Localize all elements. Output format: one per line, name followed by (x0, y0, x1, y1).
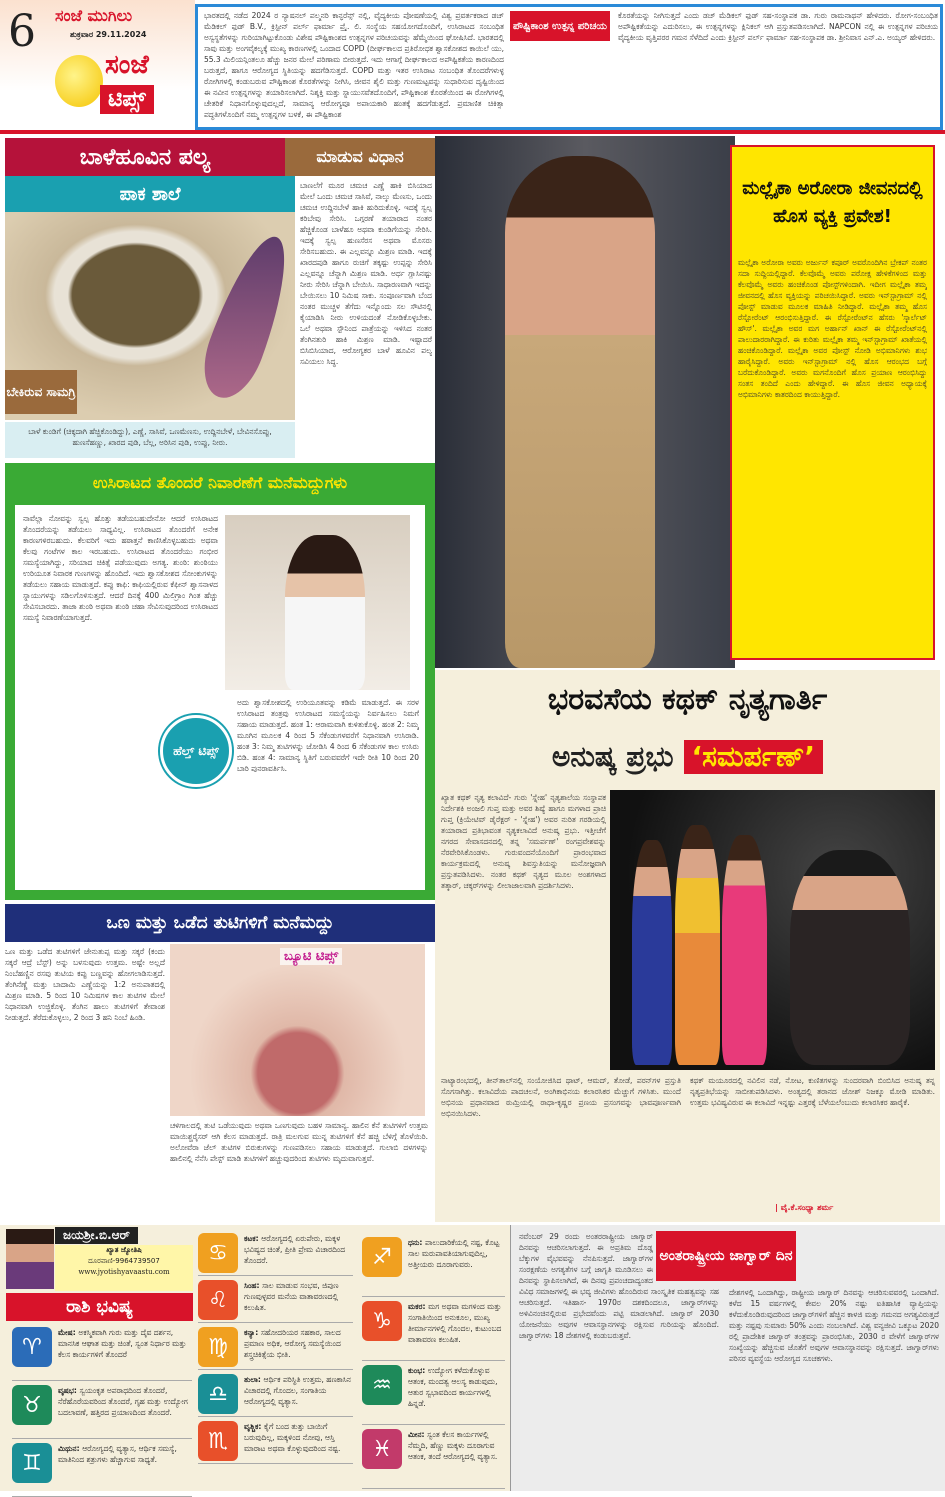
health-headline: ಉಸಿರಾಟದ ತೊಂದರೆ ನಿವಾರಣೆಗೆ ಮನೆಮದ್ದುಗಳು (92, 473, 348, 492)
ingredients-list: ಬಾಳೆ ಕುಂಡಿಗೆ (ಚಿಕ್ಕದಾಗಿ ಹೆಚ್ಚಿಕೊಂಡಿದ್ದು), ಎಣ್ಣೆ, ಸಾಸಿವೆ, ಒಣಮೆಣಸು, ಉದ್ದಿನಬೇಳೆ, ಬೇವಿನಸೊಪ್ಪು, ಹುಣಸೆಹಣ್ಣು, ಖಾರದ ಪುಡಿ, ಬೆಲ್ಲ, ಅರಿಸಿನ ಪುಡಿ, ಉಪ್ಪು, ನೀರು. (5, 422, 295, 458)
sign-prediction: ಸ್ವಯಂಕೃತ ಅಪರಾಧದಿಂದ ತೊಂದರೆ, ನೆರೆಹೊರೆಯವರಿಂದ ತೊಂದರೆ, ಗೃಹ ಮತ್ತು ಉದ್ಯೋಗ ಬದಲಾವಣೆ, ಹತ್ತಿರದ ಪ್ರಯಾಣದಿಂದ ತೊಂದರೆ. (58, 1386, 188, 1417)
nutrition-title: ಪೌಷ್ಟಿಕಾಂಶ ಉತ್ಪನ್ನ ಪರಿಚಯ (510, 11, 610, 41)
horoscope-text: ಕನ್ಯಾ: ಸಹೋದರಿಯರ ಸಹಕಾರ, ಸಾಲದ ಪ್ರಮಾಣ ಅಧಿಕ, ಆರೋಗ್ಯ ಸಮಸ್ಯೆಯಿಂದ ಶಸ್ತ್ರಚಿಕಿತ್ಸೆಯ ಭೀತಿ. (244, 1328, 341, 1359)
zodiac-icon: ♐ (362, 1237, 402, 1277)
horoscope-text: ಕಟಕ: ಆರೋಗ್ಯದಲ್ಲಿ ಏರುಪೇರು, ಮಕ್ಕಳ ಭವಿಷ್ಯದ ಚಿಂತೆ, ಪ್ರೀತಿ ಪ್ರೇಮ ವಿಚಾರದಿಂದ ತೊಂದರೆ. (244, 1234, 346, 1265)
horoscope-entry (198, 1323, 353, 1370)
zodiac-icon: ♓ (362, 1429, 402, 1469)
dance-headline-2: ಅನುಷ್ಕ ಪ್ರಭು (551, 740, 674, 773)
masthead (0, 0, 195, 130)
horoscope-text: ತುಲಾ: ಆರ್ಥಿಕ ಪರಿಸ್ಥಿತಿ ಉತ್ತಮ, ಹಣಕಾಸಿನ ವಿಚಾರದಲ್ಲಿ ಗೊಂದಲ, ಸಂಗಾತಿಯ ಆರೋಗ್ಯದಲ್ಲಿ ವ್ಯತ್ಯಾಸ. (244, 1375, 351, 1406)
sign-name: ಕಟಕ (244, 1234, 256, 1243)
dance-headline-row (435, 728, 940, 786)
astrologer-photo (6, 1229, 54, 1289)
zodiac-icon: ♑ (362, 1301, 402, 1341)
horoscope-text: ವೃಷಭ: ಸ್ವಯಂಕೃತ ಅಪರಾಧದಿಂದ ತೊಂದರೆ, ನೆರೆಹೊರೆಯವರಿಂದ ತೊಂದರೆ, ಗೃಹ ಮತ್ತು ಉದ್ಯೋಗ ಬದಲಾವಣೆ, ಹತ್ತಿರದ ಪ್ರಯಾಣದಿಂದ ತೊಂದರೆ. (58, 1386, 188, 1417)
zodiac-icon: ♒ (362, 1365, 402, 1405)
issue-date: ಶುಕ್ರವಾರ 29.11.2024 (70, 30, 147, 39)
dance-body-2: ನಾಟ್ಯಾರಂಭದಲ್ಲಿ, ತೀನ್‌ತಾಲ್‌ನಲ್ಲಿ ಸಂಯೋಜಿಸಿದ ಥಾಟ್, ಆಮದ್, ತೋಡೆ, ಪರನ್‌ಗಳ ಪ್ರಸ್ತುತಿ ಸೊಗಸಾಗಿತ್ತು. ಕಲಾವಿದೆಯ ಪಾದಚಲನೆ, ಅಂಗಿಕಾಭಿನಯ ಕಲಾರಸಿಕರ ಮೆಚ್ಚುಗೆ ಗಳಿಸಿತು. ಮುಂದೆ ಅಭಿನಯ ಪ್ರಧಾನವಾದ ಠುಮ್ರಿಯಲ್ಲಿ ರಾಧಾ-ಕೃಷ್ಣರ ಪ್ರಣಯ ಪ್ರಸಂಗವನ್ನು ಭಾವಪೂರ್ಣವಾಗಿ ಅಭಿನಯಿಸಿದಳು. (441, 1076, 681, 1118)
dancers-photo (610, 790, 935, 1070)
horoscope-text: ಮೇಷ: ಅಕಸ್ಮಿಕವಾಗಿ ಗುರು ಮತ್ತು ದೈವ ದರ್ಶನ, ಮಾನಸಿಕ ಆಘಾತ ಮತ್ತು ಚಿಂತೆ, ಸ್ವಂತ ನಿರ್ಧಾರ ಮತ್ತು ಕೆಲಸ ಕಾರ್ಯಗಳಿಗೆ ತೊಂದರೆ (58, 1328, 187, 1359)
sign-prediction: ಆರ್ಥಿಕ ಪರಿಸ್ಥಿತಿ ಉತ್ತಮ, ಹಣಕಾಸಿನ ವಿಚಾರದಲ್ಲಿ ಗೊಂದಲ, ಸಂಗಾತಿಯ ಆರೋಗ್ಯದಲ್ಲಿ ವ್ಯತ್ಯಾಸ. (244, 1375, 351, 1406)
horoscope-entry (198, 1417, 353, 1464)
horoscope-entry (12, 1381, 192, 1439)
sign-prediction: ಪಾಲುದಾರಿಕೆಯಲ್ಲಿ ನಷ್ಟ, ಕೊಟ್ಟ ಸಾಲ ಮರುಪಾವತಿಯಾಗುವುದಿಲ್ಲ, ಅತ್ತೀಯರು ದೂರಾಗುವರು. (408, 1238, 500, 1269)
nutrition-article (195, 4, 943, 130)
horoscope-text: ಮಕರ: ಮಗ ಅಥವಾ ಮಗಳಿಂದ ಮತ್ತು ಸಂಗಾತಿಯಿಂದ ಅನುಕೂಲ, ಮುಖ್ಯ ತೀರ್ಮಾನಗಳಲ್ಲಿ ಗೊಂದಲ, ಕುಟುಂಬದ ವಾತಾವರಣ ಕಲುಷಿತ. (408, 1302, 502, 1344)
dance-body-3: ಕಥಕ್ ಮಯೂರದಲ್ಲಿ ನವಿಲಿನ ನಡೆ, ನೋಟ, ಕುಣಿತಗಳನ್ನು ಸುಂದರವಾಗಿ ಬಿಂಬಿಸಿದ ಅನುಷ್ಕ ತನ್ನ ನೃತ್ಯಪ್ರತಿಭೆಯನ್ನು ಸಾಬೀತುಪಡಿಸಿದಳು. ಅಂತ್ಯದಲ್ಲಿ ತರಾನದ ಜೋಶ್ ನಿಜಕ್ಕೂ ಮೋಡಿ ಮಾಡಿತು. ಉತ್ತಮ ಭವಿಷ್ಯವಿರುವ ಈ ಕಲಾವಿದೆ ಇನ್ನಷ್ಟು ಎತ್ತರಕ್ಕೆ ಬೆಳೆಯಲೆಂಬುದು ಕಲಾರಸಿಕರ ಹಾರೈಕೆ. (690, 1076, 935, 1107)
horoscope-text: ಧನು: ಪಾಲುದಾರಿಕೆಯಲ್ಲಿ ನಷ್ಟ, ಕೊಟ್ಟ ಸಾಲ ಮರುಪಾವತಿಯಾಗುವುದಿಲ್ಲ, ಅತ್ತೀಯರು ದೂರಾಗುವರು. (408, 1238, 500, 1269)
lips-body-2: ಚಳಿಗಾಲದಲ್ಲಿ ತುಟಿ ಒಡೆಯುವುದು ಅಥವಾ ಒಣಗುವುದು ಬಹಳ ಸಾಮಾನ್ಯ. ಹಾಲಿನ ಕೆನೆ ತುಟಿಗಳಿಗೆ ಉತ್ತಮ ಮಾಯಿಶ್ಚರೈಸರ್ ಆಗಿ ಕೆಲಸ ಮಾಡುತ್ತದೆ. ರಾತ್ರಿ ಮಲಗುವ ಮುನ್ನ ತುಟಿಗಳಿಗೆ ಕೆನೆ ಹಚ್ಚಿ ಬೆಳಿಗ್ಗೆ ತೊಳೆಯಿರಿ. ಅಲೋವೆರಾ ಜೆಲ್ ತುಟಿಗಳ ಬಿರುಕುಗಳನ್ನು ಗುಣಪಡಿಸಲು ಸಹಾಯ ಮಾಡುತ್ತದೆ. ಗುಲಾಬಿ ದಳಗಳನ್ನು ಹಾಲಿನಲ್ಲಿ ನೆನೆಸಿ ಪೇಸ್ಟ್ ಮಾಡಿ ತುಟಿಗಳಿಗೆ ಹಚ್ಚುವುದರಿಂದ ತುಟಿಗಳು ಮೃದುವಾಗುತ್ತವೆ. (170, 1121, 428, 1163)
person-figure (505, 156, 655, 668)
sign-prediction: ಆರೋಗ್ಯದಲ್ಲಿ ವ್ಯತ್ಯಾಸ, ಆರ್ಥಿಕ ಸಮಸ್ಯೆ, ಮಾತಿನಿಂದ ಶತ್ರುಗಳು ಹೆಚ್ಚಾಗುವ ಸಾಧ್ಯತೆ. (58, 1444, 177, 1464)
jaguar-body-2: ದೇಶಗಳಲ್ಲಿ ಒಂದಾಗಿದ್ದು, ರಾಷ್ಟ್ರೀಯ ಜಾಗ್ವಾರ್ ದಿನವನ್ನು ಆಚರಿಸುವವರಲ್ಲಿ ಒಂದಾಗಿದೆ. ಕಳೆದ 15 ವರ್ಷಗಳಲ್ಲಿ ಕೇವಲ 20% ನಷ್ಟು ಐತಿಹಾಸಿಕ ವ್ಯಾಪ್ತಿಯನ್ನು ಕಳೆದುಕೊಂಡಿರುವುದರಿಂದ ಜಾಗ್ವಾರ್‌ಗಳಿಗೆ ಹೆಚ್ಚಿನ ಕಾಳಜಿ ಮತ್ತು ಗಮನದ ಅಗತ್ಯವಿರುತ್ತದೆ ಮತ್ತು ನಷ್ಟವು ಸುಮಾರು 50% ಎಂದು ನಂಬಲಾಗಿದೆ. ವಿಶ್ವ ವನ್ಯಜೀವಿ ಒಕ್ಕೂಟ 2020 ರಲ್ಲಿ ಪ್ರಾದೇಶಿಕ ಜಾಗ್ವಾರ್ ತಂತ್ರವನ್ನು ಪ್ರಾರಂಭಿಸಿತು, 2030 ರ ವೇಳೆಗೆ ಜಾಗ್ವಾರ್‌ಗಳ ಸಂಖ್ಯೆಯನ್ನು ಹೆಚ್ಚಿಸುವ ಜೊತೆಗೆ ಅವುಗಳ ಆವಾಸಸ್ಥಾನವನ್ನು ರಕ್ಷಿಸುತ್ತದೆ. ಜಾಗ್ವಾರ್‌ಗಳು ಪರಿಸರ ವ್ಯವಸ್ಥೆಯ ಆರೋಗ್ಯದ ಸೂಚಕಗಳು. (729, 1288, 939, 1363)
dance-article (435, 670, 940, 1222)
ingredients-label: ಬೇಕಿರುವ ಸಾಮಗ್ರಿ (5, 370, 77, 414)
horoscope-entry (12, 1439, 192, 1497)
sign-name: ತುಲಾ (244, 1375, 258, 1384)
horoscope-entry (362, 1297, 505, 1361)
horoscope-entry (198, 1370, 353, 1417)
zodiac-icon: ♉ (12, 1385, 52, 1425)
health-content (15, 505, 425, 890)
zodiac-icon: ♌ (198, 1280, 238, 1320)
horoscope-column-2 (198, 1229, 353, 1464)
banana-flower-photo (5, 212, 295, 420)
dance-headline-highlight: ‘ಸಮರ್ಪಣ್’ (684, 740, 824, 774)
jaguar-title: ಅಂತರಾಷ್ಟ್ರೀಯ ಜಾಗ್ವಾರ್ ದಿನ (656, 1231, 796, 1281)
horoscope-title: ರಾಶಿ ಭವಿಷ್ಯ (6, 1293, 193, 1321)
health-body-1-wrap (23, 513, 218, 883)
sign-name: ಮೇಷ (58, 1328, 73, 1337)
sign-prediction: ಮಗ ಅಥವಾ ಮಗಳಿಂದ ಮತ್ತು ಸಂಗಾತಿಯಿಂದ ಅನುಕೂಲ, ಮುಖ್ಯ ತೀರ್ಮಾನಗಳಲ್ಲಿ ಗೊಂದಲ, ಕುಟುಂಬದ ವಾತಾವರಣ ಕಲುಷಿತ. (408, 1302, 502, 1344)
recipe-title: ಬಾಳೆಹೂವಿನ ಪಲ್ಯ (5, 138, 285, 176)
section-title-sanje: ಸಂಜೆ (105, 50, 149, 80)
horoscope-entry (362, 1233, 505, 1297)
zodiac-icon: ♍ (198, 1327, 238, 1367)
sign-prediction: ಉದ್ಯೋಗ ಕಳೆದುಕೊಳ್ಳುವ ಆತಂಕ, ಮಂದತ್ವ ಆಲಸ್ಯ ಕಾಡುವುದು, ಆತುರ ಸ್ವಭಾವದಿಂದ ಕಾರ್ಯಗಳಲ್ಲಿ ಹಿನ್ನಡೆ. (408, 1366, 498, 1408)
paper-name: ಸಂಜೆ ಮುಗಿಲು (55, 6, 133, 25)
health-body-1: ನಾವೆಲ್ಲಾ ನೋವನ್ನು ಸ್ವಲ್ಪ ಹೊತ್ತು ತಡೆಯಬಹುದೇನೋ ಆದರೆ ಉಸಿರಾಟದ ತೊಂದರೆಯನ್ನು ತಡೆಯಲು ಸಾಧ್ಯವಿಲ್ಲ. ಉಸಿರಾಟದ ತೊಂದರೆಗೆ ಅನೇಕ ಕಾರಣಗಳಿರಬಹುದು. ಕೆಲವರಿಗೆ ಇದು ಹಠಾತ್ತನೆ ಕಾಣಿಸಿಕೊಳ್ಳಬಹುದು ಅಥವಾ ಕೆಲವು ಗಂಟೆಗಳ ಕಾಲ ಇರಬಹುದು. ಉಸಿರಾಟದ ತೊಂದರೆಯು ಗಂಭೀರ ಸಮಸ್ಯೆಯಾಗಿದ್ದು, ಸರಿಯಾದ ಚಿಕಿತ್ಸೆ ಪಡೆಯುವುದು ಅಗತ್ಯ. ಶುಂಠಿ: ಶುಂಠಿಯು ಉರಿಯೂತ ನಿವಾರಕ ಗುಣಗಳನ್ನು ಹೊಂದಿದೆ. ಇದು ಶ್ವಾಸಕೋಶದ ಸೋಂಕುಗಳನ್ನು ತಡೆಯಲು ಸಹಾಯ ಮಾಡುತ್ತದೆ. ಕಪ್ಪು ಕಾಫಿ: ಕಾಫಿಯಲ್ಲಿರುವ ಕೆಫೀನ್ ಶ್ವಾಸನಾಳದ ಸ್ನಾಯುಗಳನ್ನು ಸಡಿಲಗೊಳಿಸುತ್ತದೆ. ಆದರೆ ದಿನಕ್ಕೆ 400 ಮಿಲಿಗ್ರಾಂ ಗಿಂತ ಹೆಚ್ಚು ಸೇವಿಸಬಾರದು. ತಾಜಾ ಶುಂಠಿ ಅಥವಾ ಶುಂಠಿ ಚಹಾ ಸೇವಿಸುವುದರಿಂದ ಉಸಿರಾಟದ ಸಮಸ್ಯೆ ನಿವಾರಣೆಯಾಗುತ್ತದೆ. (23, 514, 218, 622)
health-section (5, 463, 435, 900)
woman-figure (285, 535, 365, 690)
dance-headline-1: ಭರವಸೆಯ ಕಥಕ್ ನೃತ್ಯಗಾರ್ತಿ (547, 681, 828, 717)
sign-prediction: ಸ್ವಂತ ಕೆಲಸ ಕಾರ್ಯಗಳಲ್ಲಿ ನೆಮ್ಮದಿ, ಹೆಣ್ಣು ಮಕ್ಕಳು ದೂರಾಗುವ ಆತಂಕ, ತಂದೆ ಆರೋಗ್ಯದಲ್ಲಿ ವ್ಯತ್ಯಾಸ. (408, 1430, 498, 1461)
horoscope-text: ವೃಶ್ಚಿಕ: ಕೈಗೆ ಬಂದ ತುತ್ತು ಬಾಯಿಗೆ ಬರುವುದಿಲ್ಲ, ಮಕ್ಕಳಿಂದ ನೋವು, ಆಸ್ತಿ ಮಾರಾಟ ಅಥವಾ ಕೊಳ್ಳುವುದರಿಂದ ನಷ್ಟ. (244, 1422, 341, 1453)
horoscope-column-3 (362, 1233, 505, 1489)
astrologer-name: ಜಯಶ್ರೀ.ಬಿ.ಆರ್ (55, 1227, 138, 1244)
zodiac-icon: ♋ (198, 1233, 238, 1273)
zodiac-icon: ♎ (198, 1374, 238, 1414)
zodiac-icon: ♏ (198, 1421, 238, 1461)
astrologer-phone: ದೂರವಾಣಿ-9964739507 (88, 1257, 160, 1265)
sign-prediction: ಅಕಸ್ಮಿಕವಾಗಿ ಗುರು ಮತ್ತು ದೈವ ದರ್ಶನ, ಮಾನಸಿಕ ಆಘಾತ ಮತ್ತು ಚಿಂತೆ, ಸ್ವಂತ ನಿರ್ಧಾರ ಮತ್ತು ಕೆಲಸ ಕಾರ್ಯಗಳಿಗೆ ತೊಂದರೆ (58, 1328, 187, 1359)
sign-name: ಧನು (408, 1238, 420, 1247)
horoscope-entry (362, 1361, 505, 1425)
recipe-method: ಬಾಣಲೆಗೆ ಮೂರ ಚಮಚ ಎಣ್ಣೆ ಹಾಕಿ ಬಿಸಿಯಾದ ಮೇಲೆ ಒಂದು ಚಮಚ ಸಾಸಿವೆ, ನಾಲ್ಕು ಮೆಣಸು, ಒಂದು ಚಮಚ ಉದ್ದಿನಬೇಳೆ ಹಾಕಿ ಹುರಿದುಕೊಳ್ಳಿ. ಇದಕ್ಕೆ ಸ್ವಲ್ಪ ಕರಿಬೇವು ಸೇರಿಸಿ. ಒಗ್ಗರಣೆ ತಯಾರಾದ ನಂತರ ಹೆಚ್ಚಿಕೊಂಡ ಬಾಳೆಹೂ ಅಥವಾ ಕುಂಡಿಗೆಯನ್ನು ಸೇರಿಸಿ. ಇದಕ್ಕೆ ಸ್ವಲ್ಪ ಹುಣಸೆರಸ ಅಥವಾ ಮೊಸರು ಸೇರಿಸಬಹುದು. ಈ ಎಲ್ಲವನ್ನೂ ಮಿಶ್ರಣ ಮಾಡಿ. ಇದಕ್ಕೆ ಖಾರದಪುಡಿ ಹಾಗೂ ರುಚಿಗೆ ತಕ್ಕಷ್ಟು ಉಪ್ಪನ್ನು ಸೇರಿಸಿ ಎಲ್ಲವನ್ನೂ ಚೆನ್ನಾಗಿ ಮಿಶ್ರಣ ಮಾಡಿ. ಅರ್ಧ ಗ್ಲಾಸಿನಷ್ಟು ನೀರು ಸೇರಿಸಿ ಚೆನ್ನಾಗಿ ಬೇಯಿಸಿ. ಸಾಧಾರಣವಾಗಿ ಇದನ್ನು ಬೇಯಿಸಲು 10 ನಿಮಿಷ ಸಾಕು. ಸಂಪೂರ್ಣವಾಗಿ ಬೆಂದ ನಂತರ ಮುಚ್ಚಳ ತೆಗೆದು ಇನ್ನೊಂದು ಸಲ ಸೌಟಿನಲ್ಲಿ ಕೈಯಾಡಿಸಿ ನೀರು ಉಳಿಯದಂತೆ ನೋಡಿಕೊಳ್ಳಬೇಕು. ಒಲೆ ಅಥವಾ ಸ್ಟೌನಿಂದ ಪಾತ್ರೆಯನ್ನು ಇಳಿಸಿದ ನಂತರ ತೆಂಗಿನತುರಿ ಹಾಕಿ ಮಿಶ್ರಣ ಮಾಡಿ. ಇಷ್ಟಾದರೆ ಬಿಸಿಬಿಸಿಯಾದ, ಆರೋಗ್ಯಕರ ಬಾಳೆ ಹೂವಿನ ಪಲ್ಯ ಸವಿಯಲು ಸಿದ್ಧ. (300, 181, 432, 366)
horoscope-text: ಮೀನ: ಸ್ವಂತ ಕೆಲಸ ಕಾರ್ಯಗಳಲ್ಲಿ ನೆಮ್ಮದಿ, ಹೆಣ್ಣು ಮಕ್ಕಳು ದೂರಾಗುವ ಆತಂಕ, ತಂದೆ ಆರೋಗ್ಯದಲ್ಲಿ ವ್ಯತ್ಯಾಸ. (408, 1430, 498, 1461)
page-number: 6 (8, 6, 36, 57)
sign-prediction: ಆರೋಗ್ಯದಲ್ಲಿ ಏರುಪೇರು, ಮಕ್ಕಳ ಭವಿಷ್ಯದ ಚಿಂತೆ, ಪ್ರೀತಿ ಪ್ರೇಮ ವಿಚಾರದಿಂದ ತೊಂದರೆ. (244, 1234, 346, 1265)
sign-name: ವೃಷಭ (58, 1386, 74, 1395)
sign-name: ಕುಂಭ (408, 1366, 423, 1375)
nutrition-body-1: ಭಾರತದಲ್ಲಿ ನಡೆದ 2024 ರ ನ್ಯಾಷನಲ್ ಪಲ್ಮನರಿ ಕಾನ್ಫರೆನ್ಸ್ ನಲ್ಲಿ, ವೈದ್ಯಕೀಯ ಪೋಷಣೆಯಲ್ಲಿ ವಿಶ್ವ ಪ್ರವರ್ತಕರಾದ ಡಚ್ ಮೆಡಿಕಲ್ ಫುಡ್ B.V., ಕ್ರಿಸ್ಟೀನ್ ಪರ್ಲ್ ಫಾರ್ಮಾ ಪ್ರೈ. ಲಿ. ಸಂಸ್ಥೆಯ ಸಹಯೋಗದೊಂದಿಗೆ, ಉಸಿರಾಟದ ಸಂಬಂಧಿತ ಅಸ್ವಸ್ಥತೆಗಳನ್ನು ಗುರಿಯಾಗಿಟ್ಟುಕೊಂಡು ವಿಶೇಷ ಪೌಷ್ಟಿಕಾಂಶದ ಉತ್ಪನ್ನಗಳ ಪರಿಚಯವನ್ನು ಹೆಮ್ಮೆಯಿಂದ ಘೋಷಿಸಿದೆ. ಭಾರತದಲ್ಲಿ ಸಾವು ಮತ್ತು ಅಂಗವೈಕಲ್ಯಕ್ಕೆ ಮುಖ್ಯ ಕಾರಣಗಳಲ್ಲಿ ಒಂದಾದ COPD (ದೀರ್ಘಕಾಲದ ಪ್ರತಿರೋಧಕ ಶ್ವಾಸಕೋಶದ ಕಾಯಿಲೆ ಯು, 55.3 ಮಿಲಿಯನ್ಗಿಂತಲೂ ಹೆಚ್ಚು ಜನರ ಮೇಲೆ ಪರಿಣಾಮ ಬೀರುತ್ತದೆ. ಇದು ಆಗಾಗ್ಗೆ ದೀರ್ಘಕಾಲದ ಅಪೌಷ್ಟಿಕತೆಯ ಕಾರಣದಿಂದ ಬರುತ್ತದೆ, ಹಾಗೂ ಆರೋಗ್ಯದ ಸ್ಥಿತಿಯನ್ನು ಹದಗೆಡಿಸುತ್ತದೆ. COPD ಮತ್ತು ಇತರ ಉಸಿರಾಟ ಸಂಬಂಧಿತ ತೊಂದರೆಗಳುಳ್ಳ ರೋಗಿಗಳಲ್ಲಿ ಕಂಡುಬರುವ ಪೌಷ್ಟಿಕಾಂಶ ಕೊರತೆಗಳನ್ನು ನೀಗಿಸಿ, ಜೀವನ ಶೈಲಿ ಮತ್ತು ಗುಣಮಟ್ಟವನ್ನು ಸುಧಾರಿಸುವ ದೃಷ್ಟಿಯಿಂದ ಈ ನವೀನ ಉತ್ಪನ್ನಗಳನ್ನು ತಯಾರಿಸಲಾಗಿದೆ. ನಿಶ್ಶಕ್ತಿ ಮತ್ತು ಸ್ನಾಯುಸವೆತದೊಂದಿಗೆ, ಪೌಷ್ಟಿಕಾಂಶ ಕೊರತೆಯಿಂದ ಈ ರೋಗಿಗಳಲ್ಲಿ ಚೇತರಿಕೆ ನಿಧಾನಗೊಳ್ಳುವುದಲ್ಲದೆ, ಸಾಮಾನ್ಯ ಆರೋಗ್ಯವೂ ಅಪಾಯಕಾರಿ ಹಂತಕ್ಕೆ ಹದಗೆಡುತ್ತದೆ. ಪ್ರಮಾಣಿತ ಚಿಕಿತ್ಸಾ ಪದ್ಧತಿಗಳೊಂದಿಗೆ ನಮ್ಮ ಉತ್ಪನ್ನಗಳ ಬಳಕೆ, ಈ ಪೌಷ್ಟಿಕಾಂಶ (204, 11, 504, 119)
astrologer-title: ಖ್ಯಾತ ಜ್ಯೋತಿಷಿ (106, 1246, 142, 1254)
lips-headline: ಒಣ ಮತ್ತು ಒಡೆದ ತುಟಿಗಳಿಗೆ ಮನೆಮದ್ದು (5, 904, 435, 942)
malaika-photo (435, 136, 735, 668)
astrologer-info (55, 1245, 193, 1291)
bulb-icon (55, 55, 103, 107)
sign-name: ಕನ್ಯಾ (244, 1328, 256, 1337)
beauty-tips-badge: ಬ್ಯೂಟಿ ಟಿಪ್ಸ್ (280, 948, 342, 965)
horoscope-section (0, 1225, 510, 1491)
malaika-box (730, 145, 935, 660)
dancer-yellow (675, 825, 720, 1065)
banana-flower-shape (193, 228, 295, 407)
sign-name: ಮಕರ (408, 1302, 423, 1311)
astrologer-website: www.jyotishyavaastu.com (78, 1268, 170, 1276)
jaguar-article (510, 1225, 945, 1491)
sign-prediction: ಕೈಗೆ ಬಂದ ತುತ್ತು ಬಾಯಿಗೆ ಬರುವುದಿಲ್ಲ, ಮಕ್ಕಳಿಂದ ನೋವು, ಆಸ್ತಿ ಮಾರಾಟ ಅಥವಾ ಕೊಳ್ಳುವುದರಿಂದ ನಷ್ಟ. (244, 1422, 341, 1453)
sign-name: ಮೀನ (408, 1430, 422, 1439)
zodiac-icon: ♈ (12, 1327, 52, 1367)
horoscope-text: ಮಿಥುನ: ಆರೋಗ್ಯದಲ್ಲಿ ವ್ಯತ್ಯಾಸ, ಆರ್ಥಿಕ ಸಮಸ್ಯೆ, ಮಾತಿನಿಂದ ಶತ್ರುಗಳು ಹೆಚ್ಚಾಗುವ ಸಾಧ್ಯತೆ. (58, 1444, 177, 1464)
horoscope-entry (198, 1229, 353, 1276)
zodiac-icon: ♊ (12, 1443, 52, 1483)
lips-photo (170, 944, 425, 1116)
method-label: ಮಾಡುವ ವಿಧಾನ (285, 138, 435, 176)
dancer-pink (722, 835, 767, 1065)
horoscope-entry (198, 1276, 353, 1323)
kitchen-label: ಪಾಕ ಶಾಲೆ (5, 176, 295, 212)
sign-prediction: ಸಾಲ ಮಾಡುವ ಸಂಭವ, ಜಿಪುಣ ಗುಣವುಳ್ಳವರ ಮನೆಯ ವಾತಾವರಣದಲ್ಲಿ ಕಲುಷಿತ. (244, 1281, 339, 1312)
horoscope-text: ಕುಂಭ: ಉದ್ಯೋಗ ಕಳೆದುಕೊಳ್ಳುವ ಆತಂಕ, ಮಂದತ್ವ ಆಲಸ್ಯ ಕಾಡುವುದು, ಆತುರ ಸ್ವಭಾವದಿಂದ ಕಾರ್ಯಗಳಲ್ಲಿ ಹಿನ್ನಡೆ. (408, 1366, 498, 1408)
sign-prediction: ಸಹೋದರಿಯರ ಸಹಕಾರ, ಸಾಲದ ಪ್ರಮಾಣ ಅಧಿಕ, ಆರೋಗ್ಯ ಸಮಸ್ಯೆಯಿಂದ ಶಸ್ತ್ರಚಿಕಿತ್ಸೆಯ ಭೀತಿ. (244, 1328, 341, 1359)
health-tips-badge: ಹೆಲ್ತ್ ಟಿಪ್ಸ್ (160, 715, 232, 787)
jaguar-body-1: ನವೆಂಬರ್ 29 ರಂದು ಅಂತರರಾಷ್ಟ್ರೀಯ ಜಾಗ್ವಾರ್ ದಿನವನ್ನು ಆಚರಿಸಲಾಗುತ್ತದೆ. ಈ ಅಪ್ರತಿಮ ದೊಡ್ಡ ಬೆಕ್ಕುಗಳ ವೈಭವವನ್ನು ನೆನಪಿಸುತ್ತದೆ. ಜಾಗ್ವಾರ್‌ಗಳ ಸಂರಕ್ಷಣೆಯ ಅಗತ್ಯತೆಗಳ ಬಗ್ಗೆ ಜಾಗೃತಿ ಮೂಡಿಸಲು ಈ ದಿನವನ್ನು ಸ್ಥಾಪಿಸಲಾಗಿದೆ, ಈ ದಿನವು ಪ್ರಪಂಚದಾದ್ಯಂತದ ವಿವಿಧ ಸಮಾಜಗಳಲ್ಲಿ ಈ ಭವ್ಯ ಜೀವಿಗಳು ಹೊಂದಿರುವ ಸಾಂಸ್ಕೃತಿಕ ಮಹತ್ವವನ್ನು ಸಹ ಆಚರಿಸುತ್ತದೆ. ಇತಿಹಾಸ- 1970ರ ದಶಕದಿಂದಲೂ, ಜಾಗ್ವಾರ್‌ಗಳನ್ನು ಅಳಿವಿನಂಚಿನಲ್ಲಿರುವ ಪ್ರಭೇದವೆಂದು ಪಟ್ಟಿ ಮಾಡಲಾಗಿದೆ. ಜಾಗ್ವಾರ್ 2030 ಯೋಜನೆಯು ಅವುಗಳ ಆವಾಸಸ್ಥಾನಗಳನ್ನು ರಕ್ಷಿಸುವ ಗುರಿಯನ್ನು ಹೊಂದಿದೆ. ಜಾಗ್ವಾರ್‌ಗಳು 18 ದೇಶಗಳಲ್ಲಿ ಕಂಡುಬರುತ್ತವೆ. (519, 1232, 719, 1340)
woman-breathing-photo (225, 515, 410, 690)
horoscope-entry (362, 1425, 505, 1489)
dance-author: | ವೈ.ಕೆ.ಸಂಧ್ಯಾ ಶರ್ಮ (775, 1203, 834, 1212)
horoscope-text: ಸಿಂಹ: ಸಾಲ ಮಾಡುವ ಸಂಭವ, ಜಿಪುಣ ಗುಣವುಳ್ಳವರ ಮನೆಯ ವಾತಾವರಣದಲ್ಲಿ ಕಲುಷಿತ. (244, 1281, 339, 1312)
horoscope-column-1 (12, 1323, 192, 1497)
horoscope-entry (12, 1323, 192, 1381)
nutrition-body-2: ಕೊರತೆಯನ್ನು ನೀಗಿಸುತ್ತದೆ ಎಂದು ಡಚ್ ಮೆಡಿಕಲ್ ಫುಡ್ ಸಹ-ಸಂಸ್ಥಾಪಕ ಡಾ. ಗುರು ರಾಮನಾಥನ್ ಹೇಳಿದರು. ರೋಗ-ಸಂಬಂಧಿತ ಅಪೌಷ್ಟಿಕತೆಯನ್ನು ಎದುರಿಸಲು, ಈ ಉತ್ಪನ್ನಗಳನ್ನು ಕ್ಲಿನಿಕಲ್ ಆಗಿ ಪ್ರಸ್ತುತಪಡಿಸಲಾಗಿದೆ. NAPCON ನಲ್ಲಿ ಈ ಉತ್ಪನ್ನಗಳ ಪರಿಚಯ ವೈದ್ಯಕೀಯ ವೃತ್ತಿಪರರ ಗಮನ ಸೆಳೆದಿದೆ ಎಂದು ಕ್ರಿಸ್ಟೀನ್ ಪರ್ಲ್ ಫಾರ್ಮಾ ಸಹ-ಸಂಸ್ಥಾಪಕ ಡಾ. ಶ್ರೀನಿವಾಸ ಎನ್.ಎ. ಅಯ್ಯರ್ ಹೇಳಿದರು. (618, 11, 938, 42)
malaika-body: ಮಲ್ಲೈಕಾ ಅರೋರಾ ಅವರು ಅರ್ಜುನ್ ಕಪೂರ್ ಅವರೊಂದಿಗಿನ ಬ್ರೇಕಪ್ ನಂತರ ಸದಾ ಸುದ್ದಿಯಲ್ಲಿದ್ದಾರೆ. ಕೆಲವೊಮ್ಮೆ ಅವರು ಪರೋಕ್ಷ ಹೇಳಿಕೆಗಳಿಂದ ಮತ್ತು ಕೆಲವೊಮ್ಮೆ ಅವರು ಹಂಚಿಕೊಂಡ ಪೋಸ್ಟ್‌ಗಳಿಂದಾಗಿ. ಇದೀಗ ಮಲ್ಲೈಕಾ ತಮ್ಮ ಜೀವನದಲ್ಲಿ ಹೊಸ ವ್ಯಕ್ತಿಯನ್ನು ಪರಿಚಯಿಸಿದ್ದಾರೆ. ಅವರು ಇನ್‌ಸ್ಟಾಗ್ರಾಮ್ ನಲ್ಲಿ ಪೋಸ್ಟ್ ಮಾಡುವ ಮೂಲಕ ಮಾಹಿತಿ ನೀಡಿದ್ದಾರೆ. ಮಲ್ಲೈಕಾ ತಮ್ಮ ಹೊಸ ರೆಸ್ಟೋರೆಂಟ್ ಆರಂಭಿಸುತ್ತಿದ್ದಾರೆ. ಈ ರೆಸ್ಟೋರೆಂಟ್‌ನ ಹೆಸರು 'ಸ್ಕಾರ್ಲೆಟ್ ಹೌಸ್'. ಮಲ್ಲೈಕಾ ಅವರ ಮಗ ಅರ್ಹಾನ್ ಖಾನ್ ಈ ರೆಸ್ಟೋರೆಂಟ್‌ನಲ್ಲಿ ಪಾಲುದಾರರಾಗಿದ್ದಾರೆ. ಈ ಕುರಿತು ಮಲ್ಲೈಕಾ ತಮ್ಮ ಇನ್‌ಸ್ಟಾಗ್ರಾಮ್ ಖಾತೆಯಲ್ಲಿ ಹಂಚಿಕೊಂಡಿದ್ದಾರೆ. ಮಲ್ಲೈಕಾ ಅವರ ಪೋಸ್ಟ್ ನೋಡಿ ಅಭಿಮಾನಿಗಳು ಶುಭ ಹಾರೈಸಿದ್ದಾರೆ. ಅವರು ಇನ್‌ಸ್ಟಾಗ್ರಾಮ್ ನಲ್ಲಿ ಹೊಸ ಆರಂಭದ ಬಗ್ಗೆ ಬರೆದುಕೊಂಡಿದ್ದಾರೆ. ಅವರು ಮಗನೊಂದಿಗೆ ಹೊಸ ಪ್ರಯಾಣ ಆರಂಭಿಸಿದ್ದು ಸಂತಸ ತಂದಿದೆ ಎಂದು ಹೇಳಿದ್ದಾರೆ. ಈ ಹೊಸ ಜೀವನ ಅಧ್ಯಾಯಕ್ಕೆ ಅಭಿಮಾನಿಗಳು ಕಾತರದಿಂದ ಕಾಯುತ್ತಿದ್ದಾರೆ. (738, 258, 927, 399)
lips-body-1: ಒಣ ಮತ್ತು ಒಡೆದ ತುಟಿಗಳಿಗೆ ಜೇನುತುಪ್ಪ ಮತ್ತು ಸಕ್ಕರೆ (ಕಂದು ಸಕ್ಕರೆ ಆದ್ರೆ ಬೆಸ್ಟ್) ಅನ್ನು ಬಳಸುವುದು ಉತ್ತಮ. ಅಷ್ಟೇ ಅಲ್ಲದೆ ನಿಂಬೆಹಣ್ಣಿನ ರಸವು ತುಟಿಯ ಕಪ್ಪು ಬಣ್ಣವನ್ನು ಹೋಗಲಾಡಿಸುತ್ತದೆ. ತೆಂಗಿನೆಣ್ಣೆ ಮತ್ತು ಬಾದಾಮಿ ಎಣ್ಣೆಯನ್ನು 1:2 ಅನುಪಾತದಲ್ಲಿ ಮಿಶ್ರಣ ಮಾಡಿ. 5 ರಿಂದ 10 ನಿಮಿಷಗಳ ಕಾಲ ತುಟಿಗಳ ಮೇಲೆ ನಿಧಾನವಾಗಿ ಉಜ್ಜಿಕೊಳ್ಳಿ. ತೆಂಗಿನ ಹಾಲು ತುಟಿಗಳಿಗೆ ತೇವಾಂಶ ನೀಡುತ್ತದೆ. ತೆರೆದುಕೊಳ್ಳಲು, 2 ರಿಂದ 3 ಹನಿ ನಿಂಬೆ ಹಿಂಡಿ. (5, 947, 165, 1022)
sign-name: ಮಿಥುನ (58, 1444, 77, 1453)
dance-body-1: ಖ್ಯಾತ ಕಥಕ್ ನೃತ್ಯ ಕಲಾವಿದೆ- ಗುರು 'ಸ್ನೇಹ' ನೃತ್ಯಶಾಲೆಯ ಸಂಸ್ಥಾಪಕ ನಿರ್ದೇಶಕಿ ಅಂಜಲಿ ಗುಪ್ತ ಮತ್ತು ಅವರ ಶಿಷ್ಯೆ ಹಾಗೂ ಮಗಳಾದ ಪ್ರಾಚಿ ಗುಪ್ತ (ಕ್ರಿಯೇಟಿವ್ ಡೈರೆಕ್ಟರ್ - 'ಸ್ನೇಹ') ಅವರ ನುರಿತ ಗರಡಿಯಲ್ಲಿ ತಯಾರಾದ ಪ್ರತಿಭಾವಂತ ನೃತ್ಯಕಲಾವಿದೆ ಅನುಷ್ಕ ಪ್ರಭು. ಇತ್ತೀಚೆಗೆ ನಗರದ ಸೇವಾಸದನದಲ್ಲಿ ತನ್ನ 'ಸಮರ್ಪಣ್' ರಂಗಪ್ರವೇಶವನ್ನು ನೆರವೇರಿಸಿಕೊಂಡಳು. ಗುರುವಂದನೆಯೊಂದಿಗೆ ಪ್ರಾರಂಭವಾದ ಕಾರ್ಯಕ್ರಮದಲ್ಲಿ ಅನುಷ್ಕ ಶಿವಸ್ತುತಿಯನ್ನು ಮನೋಜ್ಞವಾಗಿ ಪ್ರಸ್ತುತಪಡಿಸಿದಳು. ನಂತರ ಕಥಕ್ ನೃತ್ಯದ ಮೂಲ ಅಂಶಗಳಾದ ತತ್ಕಾರ್, ಚಕ್ಕರ್‌ಗಳನ್ನು ಲೀಲಾಜಾಲವಾಗಿ ಪ್ರದರ್ಶಿಸಿದಳು. (441, 793, 606, 890)
dancer-blue (632, 840, 672, 1065)
dancer-solo (790, 850, 910, 1065)
divider (0, 130, 945, 134)
section-title-tips: ಟಿಪ್ಸ್ (100, 85, 154, 114)
sign-name: ವೃಶ್ಚಿಕ (244, 1422, 259, 1431)
health-body-2: ಅದು ಶ್ವಾಸಕೋಶದಲ್ಲಿ ಉರಿಯೂತವನ್ನು ಕಡಿಮೆ ಮಾಡುತ್ತದೆ. ಈ ಸರಳ ಉಸಿರಾಟದ ತಂತ್ರವು ಉಸಿರಾಟದ ಸಮಸ್ಯೆಯನ್ನು ನಿರ್ವಹಿಸಲು ನಿಮಗೆ ಸಹಾಯ ಮಾಡುತ್ತದೆ. ಹಂತ 1: ಆರಾಮವಾಗಿ ಕುಳಿತುಕೊಳ್ಳಿ. ಹಂತ 2: ನಿಮ್ಮ ಮೂಗಿನ ಮೂಲಕ 4 ರಿಂದ 5 ಸೆಕೆಂಡುಗಳವರೆಗೆ ನಿಧಾನವಾಗಿ ಉಸಿರಾಡಿ. ಹಂತ 3: ನಿಮ್ಮ ತುಟಿಗಳನ್ನು ಜೋಡಿಸಿ 4 ರಿಂದ 6 ಸೆಕೆಂಡುಗಳ ಕಾಲ ಉಸಿರು ಬಿಡಿ. ಹಂತ 4: ಸಾಮಾನ್ಯ ಸ್ಥಿತಿಗೆ ಬರುವವರೆಗೆ ಇದೇ ರೀತಿ 10 ರಿಂದ 20 ಬಾರಿ ಪುನರಾವರ್ತಿಸಿ. (237, 698, 419, 773)
malaika-headline: ಮಲ್ಲೈಕಾ ಅರೋರಾ ಜೀವನದಲ್ಲಿ ಹೊಸ ವ್ಯಕ್ತಿ ಪ್ರವೇಶ! (742, 178, 923, 227)
sign-name: ಸಿಂಹ (244, 1281, 257, 1290)
